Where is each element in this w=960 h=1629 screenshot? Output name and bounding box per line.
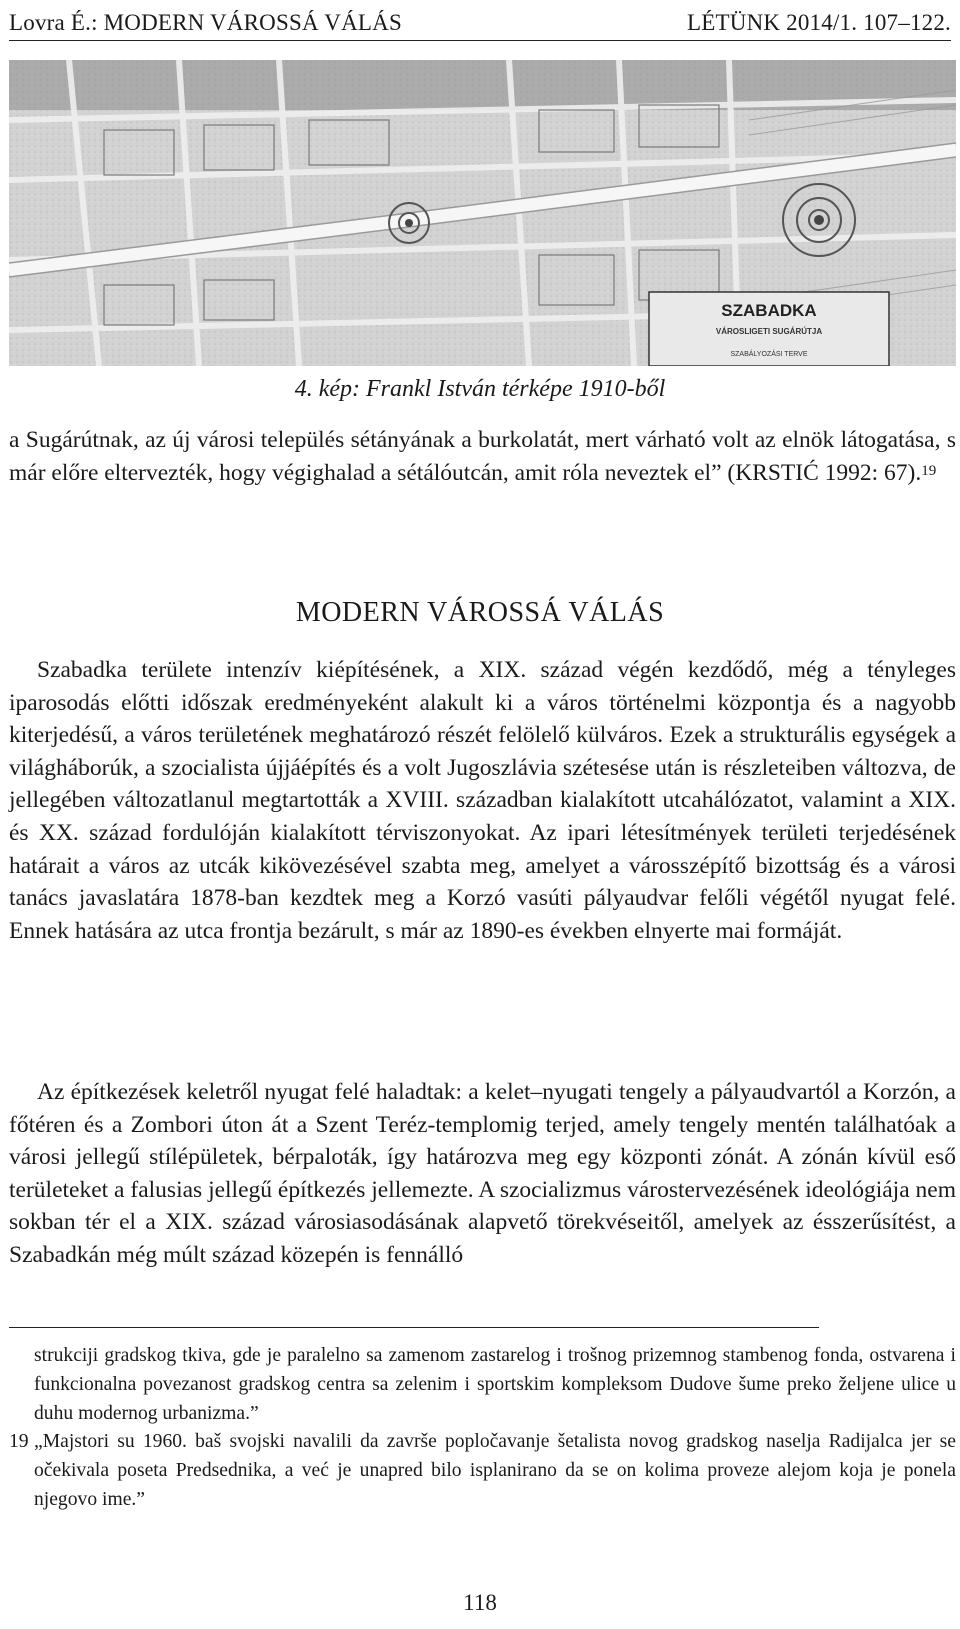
footnote-continuation: [9, 1342, 956, 1428]
header-author-title: Lovra É.: MODERN VÁROSSÁ VÁLÁS: [9, 10, 402, 35]
footnote-continuation-text: strukciji gradskog tkiva, gde je paralelno sa zamenom zastarelog i trošnog prizemnog stambenog fonda, ostvarena i funkcionalna povezanost gradskog centra sa zelenim i sportskim kompleksom Dudove šume preko željene ulice u duhu modernog urbanizma.”: [34, 1345, 956, 1424]
running-header: [9, 6, 951, 41]
paragraph-2: Szabadka területe intenzív kiépítésének, a XIX. század végén kezdődő, még a tényleges iparosodás előtti időszak eredményeként alakult ki a város történelmi központja és a nagyobb kiterjedésű, a város területének meghatározó részét felölelő külváros. Ezek a strukturális egységek a világháborúk, a szocialista újjáépítés és a volt Jugoszlávia szétesése után is részleteiben változva, de jellegében változatlanul megtartották a XVIII. században kialakított utcahálózatot, valamint a XIX. és XX. század fordulóján kialakított térviszonyokat. Az ipari létesítmények területi terjedésének határait a város az utcák kikövezésével szabta meg, amelyet a városszépítő bizottság és a városi tanács javaslatára 1878-ban kezdtek meg a Korzó vasúti pályaudvar felőli végétől nyugat felé. Ennek hatására az utca frontja bezárult, s már az 1890-es években elnyerte mai formáját.: [9, 657, 956, 944]
map-image: [9, 60, 956, 366]
footnote-19: [9, 1428, 956, 1514]
paragraph-3: Az építkezések keletről nyugat felé haladtak: a kelet–nyugati tengely a pályaudvartól a Korzón, a főtéren és a Zombori úton át a Szent Teréz-templomig terjed, amely tengely mentén találhatóak a városi jellegű stílépületek, bérpaloták, így határozva meg egy központi zónát. A zónán kívül eső területeket a falusias jellegű építkezés jellemezte. A szocializmus várostervezésének ideológiája nem sokban tér el a XIX. század városiasodásának alapvető törekvéseitől, amelyek az ésszerűsítést, a Szabadkán még múlt század közepén is fennálló: [9, 1079, 956, 1268]
map-legend-subtitle: VÁROSLIGETI SUGÁRÚTJA: [715, 327, 823, 336]
paragraph-1: [9, 424, 956, 489]
map-legend-plan: SZABÁLYOZÁSI TERVE: [730, 351, 808, 358]
page-number: 118: [463, 1590, 497, 1615]
footnotes: [9, 1342, 956, 1515]
footnote-19-text: „Majstori su 1960. baš svojski navalili da završe popločavanje šetalista novog gradskog naselja Radijalca jer se očekivala poseta Predsednika, a već je unapred bilo isplanirano da se on kolima proveze alejom koja je ponela njegovo ime.”: [34, 1431, 956, 1510]
map-figure: [9, 60, 956, 366]
map-legend-title: SZABADKA: [721, 301, 817, 320]
paragraph-1-text: a Sugárútnak, az új városi település sétányának a burkolatát, mert várható volt az elnök látogatása, s már előre eltervezték, hogy végighalad a sétálóutcán, amit róla neveztek el” (KRSTIĆ 1992: 67).: [9, 427, 956, 486]
section-heading: MODERN VÁROSSÁ VÁLÁS: [295, 597, 665, 628]
footnote-rule: [9, 1327, 819, 1328]
footnote-ref-19[interactable]: 19: [921, 462, 937, 479]
figure-caption: 4. kép: Frankl István térképe 1910-ből: [294, 376, 666, 402]
footnote-19-number: 19: [9, 1431, 29, 1453]
header-journal-ref: LÉTÜNK 2014/1. 107–122.: [687, 10, 951, 35]
